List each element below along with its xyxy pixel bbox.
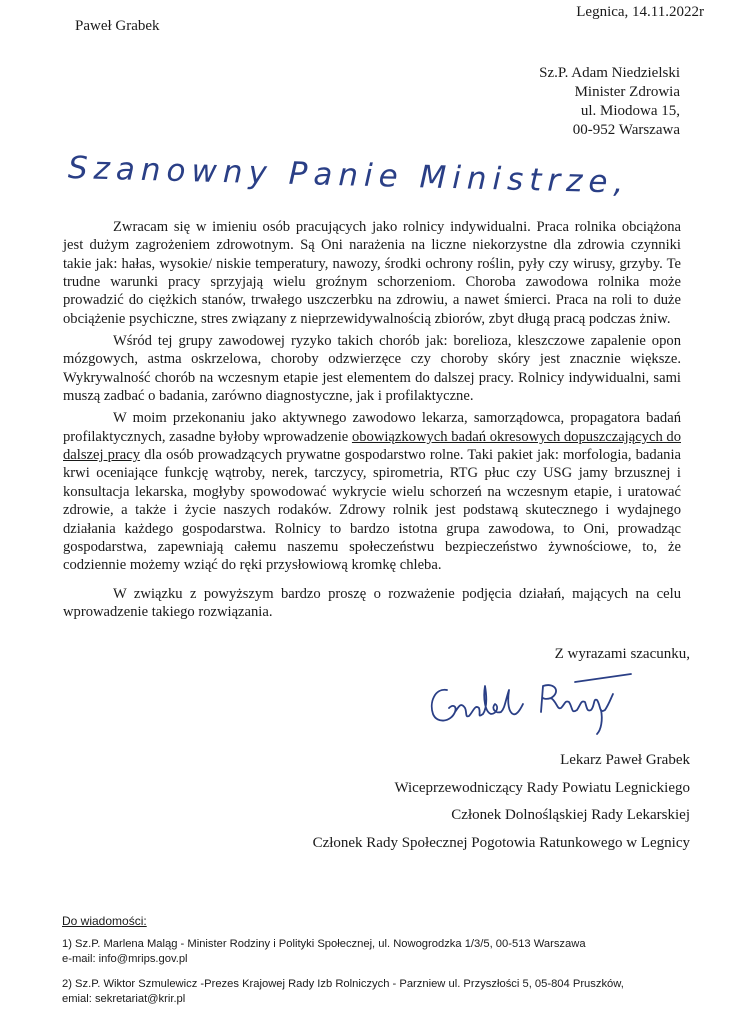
handwritten-signature bbox=[425, 668, 645, 738]
paragraph-text: W moim przekonaniu jako aktywnego zawodowo lekarza, samorządowca, propagatora badań profilaktycznych, zasadne byłoby wprowadzenie bbox=[63, 410, 681, 445]
cc-item-address: 1) Sz.P. Marlena Maląg - Minister Rodziny i Polityki Społecznej, ul. Nowogrodzka 1/3/5, 00-513 Warszawa bbox=[62, 937, 586, 950]
title-line: Lekarz Paweł Grabek bbox=[560, 752, 690, 768]
handwritten-salutation: Szanowny Panie Ministrze, bbox=[67, 150, 630, 201]
paragraph: W związku z powyższym bardzo proszę o rozważenie podjęcia działań, mających na celu wprowadzenie takiego rozwiązania. bbox=[63, 585, 681, 620]
closing-phrase: Z wyrazami szacunku, bbox=[554, 646, 690, 662]
cc-item bbox=[62, 937, 702, 968]
paragraph bbox=[63, 409, 681, 574]
signatory-titles bbox=[313, 747, 690, 857]
recipient-line: Sz.P. Adam Niedzielski bbox=[539, 65, 680, 81]
sender-name: Paweł Grabek bbox=[75, 18, 160, 34]
paragraph: Zwracam się w imieniu osób pracujących jako rolnicy indywidualni. Praca rolnika obciążona jest dużym zagrożeniem zdrowotnym. Są Oni narażenia na liczne niekorzystne dla zdrowia czynniki takie jak: hałas, wysokie/ niskie temperatury, nawozy, środki ochrony roślin, pyły czy wirusy, grzyby. Te trudne warunki pracy sprzyjają wielu groźnym schorzeniom. Choroba zawodowa rolnika może prowadzić do ciężkich stanów, trwałego uszczerbku na zdrowiu, a nawet śmierci. Praca na roli to duże obciążenie psychiczne, stres związany z nieprzewidywalnością zbiorów, zbyt długą pracą podczas żniw. bbox=[63, 219, 681, 327]
paragraph-text: dla osób prowadzących prywatne gospodarstwo rolne. Taki pakiet jak: morfologia, badania krwi oceniające funkcję wątroby, nerek, tarczycy, spirometria, RTG płuc czy USG jamy brzusznej i konsultacja lekarska, mogłyby spowodować wykrycie wielu schorzeń na wczesnym etapie, i uratować zdrowie, a także i życie naszych rodaków. Zdrowy rolnik jest podstawą skutecznego i wydajnego działania każdego gospodarstwa. Rolnicy to bardzo istotna grupa zawodowa, to Oni, prowadząc gospodarstwa, zapewniają całemu naszemu społeczeństwu bezpieczeństwo żywnościowe, to, że codziennie możemy wziąć do ręki przysłowiową kromkę chleba. bbox=[63, 447, 681, 574]
signature-icon bbox=[425, 668, 645, 738]
letter-date: Legnica, 14.11.2022r bbox=[576, 4, 704, 20]
cc-item bbox=[62, 977, 702, 1008]
letter-body bbox=[63, 218, 681, 625]
underlined-phrase: obowiązkowych badań okresowych dopuszczających do dalszej pracy bbox=[63, 428, 681, 464]
cc-heading: Do wiadomości: bbox=[62, 914, 147, 928]
title-line: Członek Rady Społecznej Pogotowia Ratunkowego w Legnicy bbox=[312, 834, 690, 851]
recipient-line: 00-952 Warszawa bbox=[572, 122, 680, 138]
paragraph: Wśród tej grupy zawodowej ryzyko takich chorób jak: borelioza, kleszczowe zapalenie opon mózgowych, astma oskrzelowa, choroby odzwierzęce czy choroby skóry jest znacznie większe. Wykrywalność chorób na wczesnym etapie jest elementem do dalszej pracy. Rolnicy indywidualni, sami muszą zadbać o badania, zarówno diagnostyczne, jak i profilaktyczne. bbox=[63, 333, 681, 405]
recipient-address bbox=[539, 64, 680, 140]
cc-item-email: e-mail: info@mrips.gov.pl bbox=[62, 953, 188, 965]
recipient-line: Minister Zdrowia bbox=[574, 84, 680, 100]
cc-item-email: emial: sekretariat@krir.pl bbox=[62, 993, 186, 1005]
cc-item-address: 2) Sz.P. Wiktor Szmulewicz -Prezes Krajowej Rady Izb Rolniczych - Parzniew ul. Przyszłości 5, 05-804 Pruszków, bbox=[62, 977, 624, 990]
title-line: Członek Dolnośląskiej Rady Lekarskiej bbox=[451, 807, 690, 823]
title-line: Wiceprzewodniczący Rady Powiatu Legnickiego bbox=[394, 779, 690, 796]
cc-section bbox=[62, 914, 702, 1017]
recipient-line: ul. Miodowa 15, bbox=[580, 103, 680, 119]
